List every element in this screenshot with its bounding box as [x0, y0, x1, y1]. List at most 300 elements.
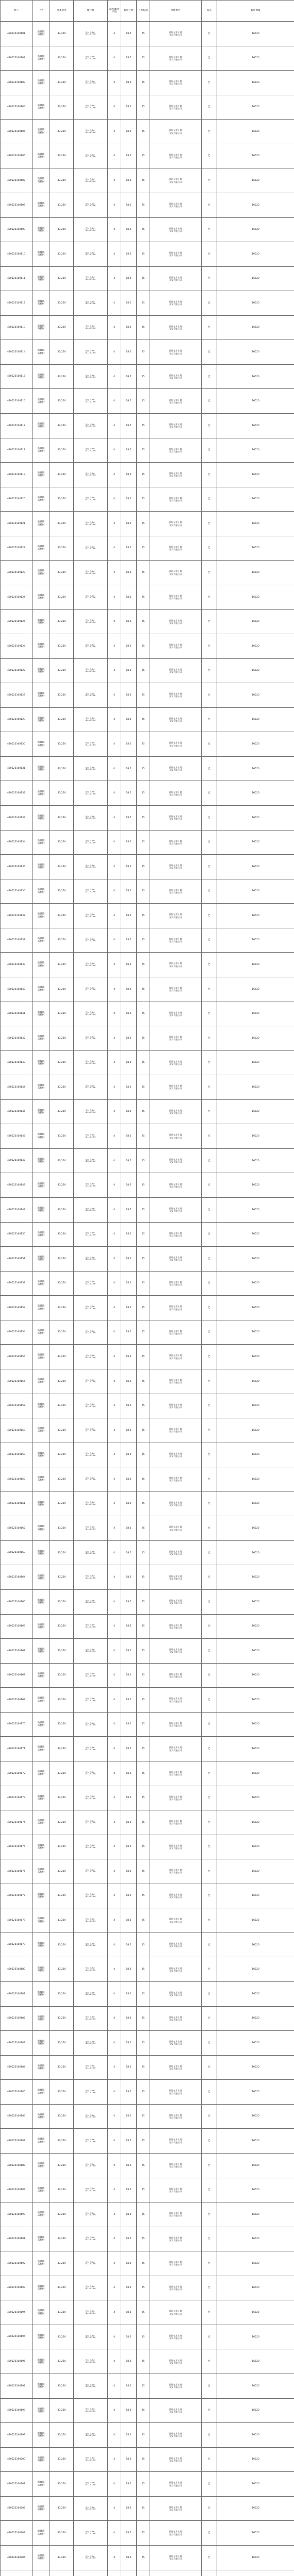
cell-std: 25	[137, 1908, 150, 1933]
cell-n1: 4	[108, 1614, 121, 1639]
col-header-amount: 基本资金	[50, 1, 74, 22]
cell-unit: 邵阳亿丰土地 开发有限公司	[150, 1124, 202, 1149]
cell-site: 西山（5.3h） （1——87.5h）	[74, 389, 108, 414]
cell-std: 25	[137, 340, 150, 365]
cell-amount: 43,250	[50, 1835, 74, 1859]
cell-owner: 新城镇 石桥村	[32, 266, 50, 291]
cell-status: 已	[202, 1614, 217, 1639]
cell-n1: 4	[108, 2129, 121, 2154]
cell-amount: 43,250	[50, 1737, 74, 1761]
cell-std: 25	[137, 2300, 150, 2325]
cell-std: 25	[137, 585, 150, 609]
cell-id: 430525160198	[1, 2398, 32, 2423]
cell-qty: 16520	[217, 2104, 294, 2129]
cell-n2: 18.5	[121, 2031, 137, 2056]
cell-owner: 新城镇 石桥村	[32, 1663, 50, 1688]
cell-site: 西山（5.3h） （1——87.5h）	[74, 512, 108, 536]
cell-std: 25	[137, 2545, 150, 2570]
cell-n1: 4	[108, 2349, 121, 2374]
cell-qty: 16520	[217, 1002, 294, 1026]
cell-n1: 4	[108, 1761, 121, 1786]
cell-amount: 43,250	[50, 266, 74, 291]
cell-amount: 43,250	[50, 389, 74, 414]
cell-qty: 16520	[217, 120, 294, 144]
cell-qty: 16520	[217, 315, 294, 340]
cell-owner: 新城镇 石桥村	[32, 1737, 50, 1761]
cell-n1: 4	[108, 2251, 121, 2276]
cell-site: 西山（5.3h） （1——87.5h）	[74, 144, 108, 168]
cell-owner: 新城镇 石桥村	[32, 1418, 50, 1443]
cell-std: 25	[137, 2472, 150, 2497]
cell-owner: 新城镇 石桥村	[32, 1247, 50, 1272]
cell-n2: 18.5	[121, 1369, 137, 1394]
cell-site: 西山（5.3h） （1——87.5h）	[74, 1810, 108, 1835]
col-header-unit: 承建单位	[150, 1, 202, 22]
cell-owner: 新城镇 石桥村	[32, 806, 50, 831]
table-row	[1, 1026, 294, 1051]
cell-qty: 16520	[217, 2472, 294, 2497]
cell-owner	[32, 2570, 50, 2576]
cell-unit: 邵阳亿丰土地 开发有限公司	[150, 2521, 202, 2546]
cell-status: 已	[202, 266, 217, 291]
cell-n2: 18.5	[121, 1124, 137, 1149]
cell-unit: 邵阳亿丰土地 开发有限公司	[150, 2251, 202, 2276]
cell-amount: 43,250	[50, 2545, 74, 2570]
cell-std: 25	[137, 756, 150, 781]
table-row	[1, 1810, 294, 1835]
cell-status: 已	[202, 855, 217, 879]
cell-std: 25	[137, 144, 150, 168]
cell-n1: 4	[108, 1443, 121, 1467]
cell-amount: 43,250	[50, 658, 74, 683]
table-row	[1, 830, 294, 855]
cell-owner: 新城镇 石桥村	[32, 1884, 50, 1908]
cell-qty: 16520	[217, 1810, 294, 1835]
cell-n1: 4	[108, 1859, 121, 1884]
cell-std: 25	[137, 193, 150, 217]
cell-amount: 43,250	[50, 561, 74, 585]
cell-n1: 4	[108, 144, 121, 168]
cell-n2: 18.5	[121, 1075, 137, 1100]
cell-site: 西山（5.3h） （1——87.5h）	[74, 340, 108, 365]
cell-n1: 4	[108, 1320, 121, 1345]
cell-n1: 4	[108, 1835, 121, 1859]
cell-unit: 邵阳亿丰土地 开发有限公司	[150, 1565, 202, 1590]
cell-n2: 18.5	[121, 1002, 137, 1026]
cell-id: 430525160129	[1, 707, 32, 732]
table-row	[1, 1345, 294, 1369]
cell-qty: 16520	[217, 364, 294, 389]
cell-n2: 18.5	[121, 2080, 137, 2105]
cell-amount: 43,250	[50, 1614, 74, 1639]
cell-std: 25	[137, 1712, 150, 1737]
cell-status: 已	[202, 1810, 217, 1835]
cell-amount: 43,250	[50, 2325, 74, 2349]
cell-id: 430525160193	[1, 2276, 32, 2300]
cell-n1: 4	[108, 22, 121, 46]
col-header-n2: 搬迁户数	[121, 1, 137, 22]
cell-status: 已	[202, 1565, 217, 1590]
cell-owner: 新城镇 石桥村	[32, 168, 50, 193]
cell-id: 430525160125	[1, 609, 32, 634]
cell-std: 25	[137, 732, 150, 757]
cell-site: 西山（5.3h） （1——87.5h）	[74, 1835, 108, 1859]
cell-id: 430525160203	[1, 2521, 32, 2546]
cell-id: 430525160126	[1, 634, 32, 659]
cell-status: 已	[202, 2080, 217, 2105]
table-row	[1, 46, 294, 71]
cell-site: 西山（5.3h） （1——87.5h）	[74, 732, 108, 757]
cell-status: 已	[202, 438, 217, 463]
cell-status: 已	[202, 1050, 217, 1075]
cell-amount: 43,250	[50, 120, 74, 144]
cell-n2: 18.5	[121, 512, 137, 536]
cell-amount: 43,250	[50, 1590, 74, 1615]
cell-n1: 4	[108, 1026, 121, 1051]
cell-site: 西山（5.3h） （1——87.5h）	[74, 487, 108, 512]
cell-n2: 18.5	[121, 1590, 137, 1615]
table-row	[1, 1859, 294, 1884]
cell-n1: 4	[108, 2325, 121, 2349]
cell-amount: 43,250	[50, 1443, 74, 1467]
cell-std: 25	[137, 1688, 150, 1713]
cell-status: 已	[202, 46, 217, 71]
cell-amount: 43,250	[50, 2496, 74, 2521]
cell-qty: 16520	[217, 683, 294, 708]
cell-qty: 16520	[217, 2496, 294, 2521]
cell-std: 25	[137, 2447, 150, 2472]
cell-qty: 16520	[217, 1835, 294, 1859]
cell-site: 西山（5.3h） （1——87.5h）	[74, 1565, 108, 1590]
cell-unit: 邵阳亿丰土地 开发有限公司	[150, 1173, 202, 1198]
cell-n1: 4	[108, 46, 121, 71]
cell-owner: 新城镇 石桥村	[32, 2521, 50, 2546]
cell-status: 已	[202, 928, 217, 953]
cell-qty: 16520	[217, 1075, 294, 1100]
cell-n2: 18.5	[121, 1786, 137, 1810]
cell-n1: 4	[108, 855, 121, 879]
cell-n1: 4	[108, 1198, 121, 1223]
cell-n1: 4	[108, 1148, 121, 1173]
cell-status: 已	[202, 1957, 217, 1982]
cell-std: 25	[137, 438, 150, 463]
cell-site: 西山（5.3h） （1——87.5h）	[74, 71, 108, 95]
cell-id: 430525160106	[1, 144, 32, 168]
table-row	[1, 1173, 294, 1198]
cell-std: 25	[137, 2129, 150, 2154]
table-row	[1, 1148, 294, 1173]
cell-std: 25	[137, 2080, 150, 2105]
cell-unit: 邵阳亿丰土地 开发有限公司	[150, 2031, 202, 2056]
cell-qty: 16520	[217, 2423, 294, 2448]
cell-amount: 43,250	[50, 806, 74, 831]
cell-unit: 邵阳亿丰土地 开发有限公司	[150, 1320, 202, 1345]
cell-id: 430525160117	[1, 414, 32, 438]
cell-amount: 43,250	[50, 242, 74, 267]
table-row	[1, 2374, 294, 2399]
cell-unit: 邵阳亿丰土地 开发有限公司	[150, 2080, 202, 2105]
table-row	[1, 536, 294, 561]
cell-status: 已	[202, 2129, 217, 2154]
cell-unit: 邵阳亿丰土地 开发有限公司	[150, 1516, 202, 1541]
cell-amount: 43,250	[50, 1050, 74, 1075]
cell-std: 25	[137, 879, 150, 904]
cell-unit: 邵阳亿丰土地 开发有限公司	[150, 2300, 202, 2325]
cell-qty: 16520	[217, 1345, 294, 1369]
cell-site: 西山（5.3h） （1——87.5h）	[74, 2374, 108, 2399]
cell-amount: 43,250	[50, 2521, 74, 2546]
table-row	[1, 1443, 294, 1467]
cell-status: 已	[202, 120, 217, 144]
cell-site: 西山（5.3h） （1——87.5h）	[74, 1982, 108, 2007]
cell-n1: 4	[108, 1590, 121, 1615]
table-row	[1, 609, 294, 634]
cell-amount: 43,250	[50, 1933, 74, 1957]
cell-site: 西山（5.3h） （1——87.5h）	[74, 536, 108, 561]
cell-id: 430525160105	[1, 120, 32, 144]
cell-id: 430525160132	[1, 781, 32, 806]
cell-n1: 4	[108, 1345, 121, 1369]
cell-amount: 43,250	[50, 2202, 74, 2227]
cell-site: 西山（5.3h） （1——87.5h）	[74, 438, 108, 463]
table-row	[1, 2153, 294, 2178]
table-row	[1, 1099, 294, 1124]
cell-n1: 4	[108, 756, 121, 781]
cell-n1: 4	[108, 683, 121, 708]
cell-n1: 4	[108, 1296, 121, 1320]
table-row	[1, 1957, 294, 1982]
table-row	[1, 2472, 294, 2497]
cell-site: 西山（5.3h） （1——87.5h）	[74, 1761, 108, 1786]
cell-site: 西山（5.3h） （1——87.5h）	[74, 1296, 108, 1320]
table-row	[1, 2006, 294, 2031]
cell-qty: 16520	[217, 977, 294, 1002]
cell-status: 已	[202, 1492, 217, 1516]
cell-std: 25	[137, 1467, 150, 1492]
cell-status: 已	[202, 830, 217, 855]
table-row	[1, 855, 294, 879]
cell-id: 430525160177	[1, 1884, 32, 1908]
cell-id: 430525160131	[1, 756, 32, 781]
col-header-status: 状态	[202, 1, 217, 22]
cell-n2: 18.5	[121, 2202, 137, 2227]
cell-std: 25	[137, 1492, 150, 1516]
cell-status: 已	[202, 1394, 217, 1418]
table-row	[1, 683, 294, 708]
cell-qty: 16520	[217, 463, 294, 487]
cell-id: 430525160143	[1, 1050, 32, 1075]
cell-unit: 邵阳亿丰土地 开发有限公司	[150, 1982, 202, 2007]
cell-qty: 16520	[217, 1590, 294, 1615]
cell-qty: 16520	[217, 144, 294, 168]
cell-status: 已	[202, 2349, 217, 2374]
table-row	[1, 1075, 294, 1100]
cell-unit: 邵阳亿丰土地 开发有限公司	[150, 1492, 202, 1516]
cell-n2: 18.5	[121, 168, 137, 193]
cell-std: 25	[137, 1614, 150, 1639]
cell-status: 已	[202, 609, 217, 634]
table-row	[1, 266, 294, 291]
cell-unit: 邵阳亿丰土地 开发有限公司	[150, 438, 202, 463]
cell-owner: 新城镇 石桥村	[32, 658, 50, 683]
cell-unit: 邵阳亿丰土地 开发有限公司	[150, 1369, 202, 1394]
cell-std: 25	[137, 242, 150, 267]
cell-amount: 43,250	[50, 2300, 74, 2325]
cell-n2: 18.5	[121, 732, 137, 757]
cell-n2: 18.5	[121, 291, 137, 316]
cell-n1: 4	[108, 168, 121, 193]
cell-id: 430525160155	[1, 1345, 32, 1369]
cell-unit: 邵阳亿丰土地 开发有限公司	[150, 291, 202, 316]
cell-n1: 4	[108, 120, 121, 144]
cell-unit: 邵阳亿丰土地 开发有限公司	[150, 1639, 202, 1664]
cell-n2: 18.5	[121, 193, 137, 217]
cell-status: 已	[202, 1026, 217, 1051]
cell-id: 430525160115	[1, 364, 32, 389]
cell-id: 430525160182	[1, 2006, 32, 2031]
cell-n1: 4	[108, 2104, 121, 2129]
cell-qty: 16520	[217, 2227, 294, 2251]
cell-status: 已	[202, 144, 217, 168]
cell-site: 西山（5.3h） （1——87.5h）	[74, 707, 108, 732]
cell-qty: 16520	[217, 1761, 294, 1786]
cell-std: 25	[137, 2349, 150, 2374]
cell-site: 西山（5.3h） （1——87.5h）	[74, 1712, 108, 1737]
cell-unit: 邵阳亿丰土地 开发有限公司	[150, 658, 202, 683]
cell-owner: 新城镇 石桥村	[32, 928, 50, 953]
cell-owner: 新城镇 石桥村	[32, 585, 50, 609]
cell-id: 430525160123	[1, 561, 32, 585]
cell-n2: 18.5	[121, 1712, 137, 1737]
cell-id: 430525160159	[1, 1443, 32, 1467]
cell-id: 430525160173	[1, 1786, 32, 1810]
cell-owner: 新城镇 石桥村	[32, 2202, 50, 2227]
cell-std: 25	[137, 1148, 150, 1173]
cell-unit: 邵阳亿丰土地 开发有限公司	[150, 1884, 202, 1908]
cell-id: 430525160144	[1, 1075, 32, 1100]
table-row	[1, 756, 294, 781]
cell-qty: 16520	[217, 658, 294, 683]
cell-n1: 4	[108, 364, 121, 389]
cell-unit: 邵阳亿丰土地 开发有限公司	[150, 1148, 202, 1173]
cell-n1: 4	[108, 266, 121, 291]
table-row	[1, 2447, 294, 2472]
cell-id: 430525160151	[1, 1247, 32, 1272]
cell-unit: 邵阳亿丰土地 开发有限公司	[150, 781, 202, 806]
table-row	[1, 977, 294, 1002]
cell-site: 西山（5.3h） （1——87.5h）	[74, 1614, 108, 1639]
cell-n2: 18.5	[121, 977, 137, 1002]
cell-n2: 18.5	[121, 2300, 137, 2325]
cell-status: 已	[202, 2153, 217, 2178]
cell-unit: 邵阳亿丰土地 开发有限公司	[150, 1099, 202, 1124]
cell-n2: 18.5	[121, 46, 137, 71]
cell-owner: 新城镇 石桥村	[32, 2153, 50, 2178]
cell-n2	[121, 2570, 137, 2576]
cell-n1: 4	[108, 2080, 121, 2105]
cell-n2: 18.5	[121, 2447, 137, 2472]
cell-status: 已	[202, 1075, 217, 1100]
cell-site: 西山（5.3h） （1——87.5h）	[74, 855, 108, 879]
cell-amount: 43,250	[50, 1075, 74, 1100]
cell-n1: 4	[108, 977, 121, 1002]
cell-unit: 邵阳亿丰土地 开发有限公司	[150, 2325, 202, 2349]
cell-qty: 16520	[217, 2031, 294, 2056]
cell-std: 25	[137, 1982, 150, 2007]
cell-amount: 43,250	[50, 1712, 74, 1737]
cell-n1: 4	[108, 95, 121, 120]
cell-n2: 18.5	[121, 707, 137, 732]
cell-std: 25	[137, 977, 150, 1002]
cell-amount: 43,250	[50, 414, 74, 438]
cell-owner: 新城镇 石桥村	[32, 2325, 50, 2349]
cell-site: 西山（5.3h） （1——87.5h）	[74, 315, 108, 340]
cell-qty: 16520	[217, 1639, 294, 1664]
cell-std: 25	[137, 2496, 150, 2521]
cell-n2: 18.5	[121, 1835, 137, 1859]
cell-status: 已	[202, 781, 217, 806]
table-row	[1, 585, 294, 609]
table-row	[1, 414, 294, 438]
cell-owner: 新城镇 石桥村	[32, 1639, 50, 1664]
cell-n2: 18.5	[121, 1737, 137, 1761]
cell-status: 已	[202, 1467, 217, 1492]
col-header-std: 补贴标准	[137, 1, 150, 22]
cell-owner: 新城镇 石桥村	[32, 683, 50, 708]
cell-id: 430525160127	[1, 658, 32, 683]
cell-unit: 邵阳亿丰土地 开发有限公司	[150, 756, 202, 781]
cell-owner: 新城镇 石桥村	[32, 1296, 50, 1320]
table-row	[1, 904, 294, 928]
cell-owner: 新城镇 石桥村	[32, 1908, 50, 1933]
cell-status: 已	[202, 1639, 217, 1664]
cell-qty: 16520	[217, 561, 294, 585]
cell-std: 25	[137, 168, 150, 193]
cell-status: 已	[202, 2398, 217, 2423]
cell-std: 25	[137, 71, 150, 95]
col-header-site: 搬迁地	[74, 1, 108, 22]
cell-n2: 18.5	[121, 1467, 137, 1492]
cell-qty: 16520	[217, 217, 294, 242]
cell-n1: 4	[108, 1222, 121, 1247]
cell-owner: 新城镇 石桥村	[32, 2398, 50, 2423]
cell-amount: 43,250	[50, 1271, 74, 1296]
cell-amount: 43,250	[50, 364, 74, 389]
cell-n2: 18.5	[121, 389, 137, 414]
cell-n1: 4	[108, 1663, 121, 1688]
cell-site: 西山（5.3h） （1——87.5h）	[74, 2080, 108, 2105]
cell-n2: 18.5	[121, 315, 137, 340]
cell-n2: 18.5	[121, 1859, 137, 1884]
cell-id: 430525160200	[1, 2447, 32, 2472]
cell-unit: 邵阳亿丰土地 开发有限公司	[150, 389, 202, 414]
cell-site: 西山（5.3h） （1——87.5h）	[74, 1443, 108, 1467]
cell-id: 430525160181	[1, 1982, 32, 2007]
cell-owner: 新城镇 石桥村	[32, 1835, 50, 1859]
cell-status: 已	[202, 2496, 217, 2521]
cell-site: 西山（5.3h） （1——87.5h）	[74, 2276, 108, 2300]
cell-status: 已	[202, 953, 217, 977]
cell-site: 西山（5.3h） （1——87.5h）	[74, 1516, 108, 1541]
cell-site: 西山（5.3h） （1——87.5h）	[74, 2251, 108, 2276]
cell-owner: 新城镇 石桥村	[32, 414, 50, 438]
cell-id: 430525160183	[1, 2031, 32, 2056]
cell-std: 25	[137, 1884, 150, 1908]
cell-n2: 18.5	[121, 2398, 137, 2423]
cell-std: 25	[137, 1835, 150, 1859]
cell-n1: 4	[108, 2276, 121, 2300]
cell-qty: 16520	[217, 1786, 294, 1810]
